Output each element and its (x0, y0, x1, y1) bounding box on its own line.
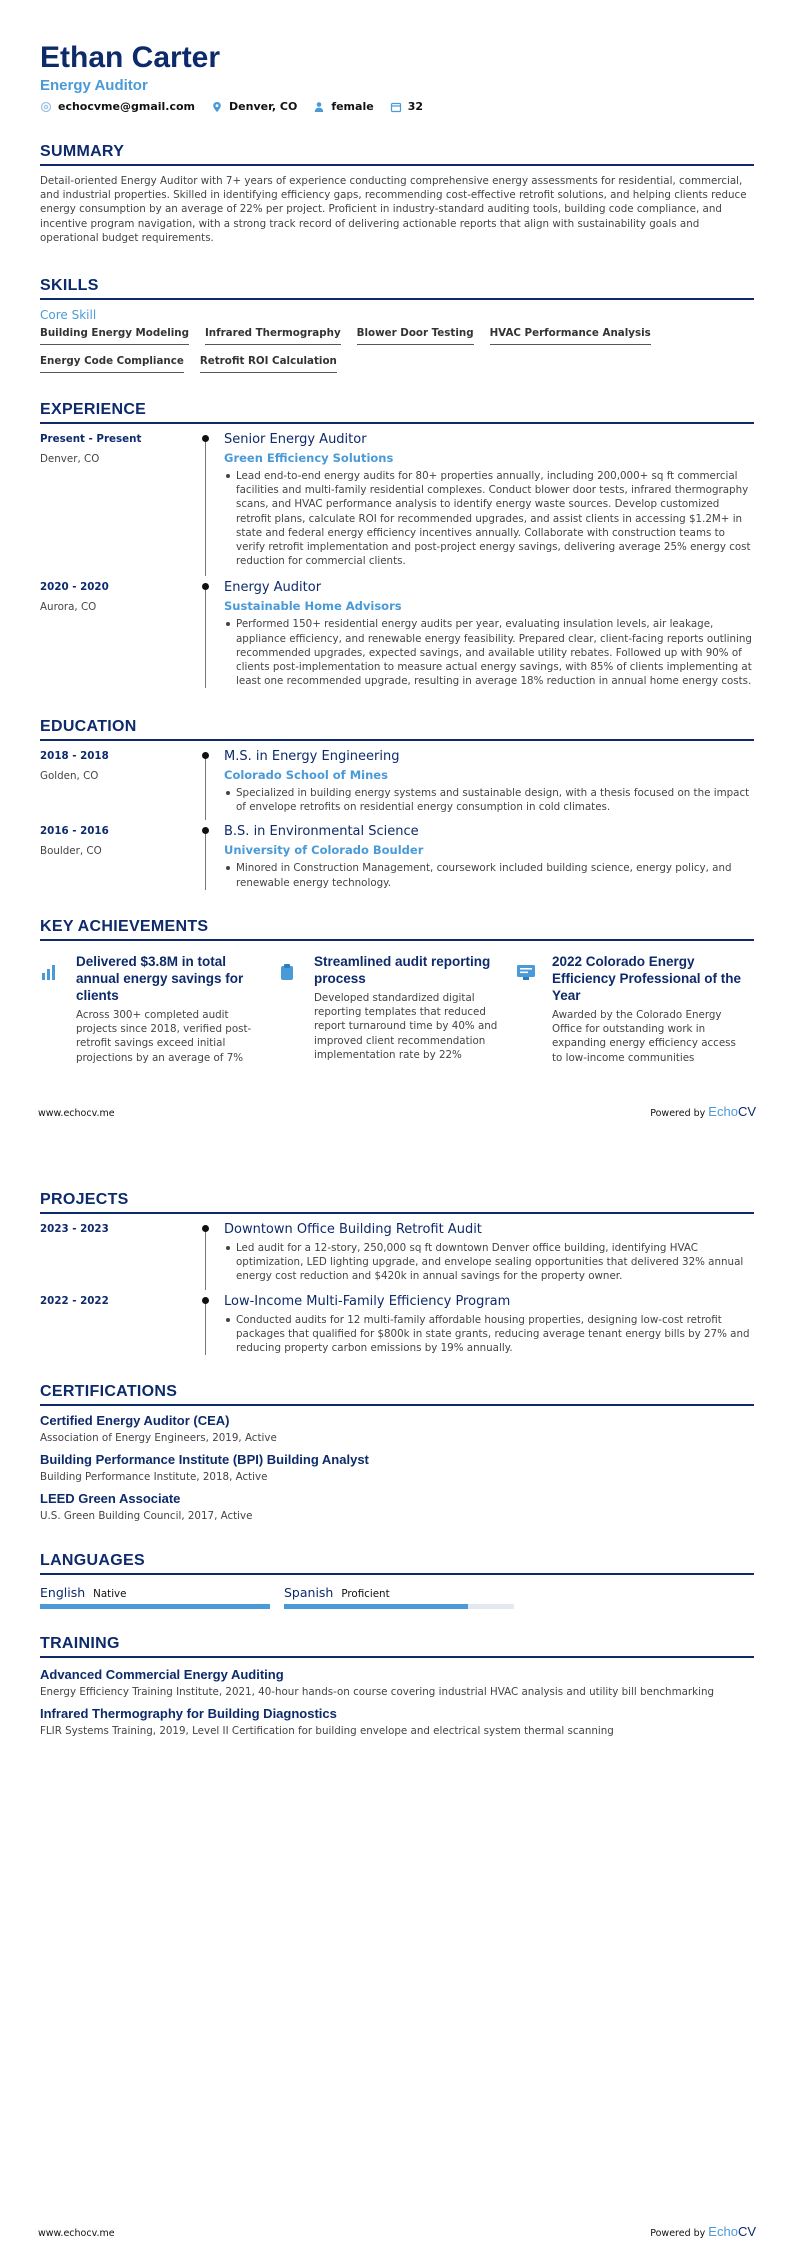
experience-entry (40, 432, 754, 576)
language-name: English (40, 1585, 86, 1600)
map-pin-icon (211, 101, 223, 113)
skill-tag: Energy Code Compliance (40, 355, 184, 373)
achievement-card (516, 953, 754, 1065)
training-section (40, 1634, 754, 1744)
email-text: echocvme@gmail.com (58, 100, 196, 113)
resume-page-2 (0, 1123, 794, 2246)
summary-text: Detail-oriented Energy Auditor with 7+ years of experience conducting comprehensive energy assessments for residential, commercial, and industrial properties. Skilled in identifying efficiency gaps, recommending cost-effective retrofit solutions, and helping clients reduce energy consumption by an average of 22% per project. Proficient in industry-standard auditing tools, building code compliance, and incentive program navigation, with a strong track record of delivering actionable reports that align with sustainability goals and operational budget requirements. (40, 175, 747, 244)
timeline-dot (202, 435, 209, 442)
achievement-title: Delivered $3.8M in total annual energy savings for clients (76, 954, 244, 1003)
summary-heading: SUMMARY (40, 142, 754, 166)
language-level: Native (93, 1588, 127, 1600)
certification-info: Building Performance Institute, 2018, Active (40, 1471, 268, 1483)
projects-heading: PROJECTS (40, 1190, 754, 1214)
achievement-title: 2022 Colorado Energy Efficiency Professional of the Year (552, 954, 742, 1003)
achievement-description: Developed standardized digital reporting templates that reduced report turnaround time by 40% and improved client recommendation implementation rate by 22% (314, 992, 498, 1061)
certification-info: U.S. Green Building Council, 2017, Active (40, 1510, 253, 1522)
entry-bullet: Minored in Construction Management, coursework included building science, energy policy, and renewable energy technology. (224, 861, 754, 889)
candidate-name: Ethan Carter (40, 41, 221, 74)
education-section (40, 717, 754, 890)
brand-part-b: CV (737, 2224, 756, 2239)
skills-heading: SKILLS (40, 276, 754, 300)
entry-title: Senior Energy Auditor (224, 432, 367, 447)
entry-organization: University of Colorado Boulder (224, 843, 424, 858)
training-info: Energy Efficiency Training Institute, 2021, 40-hour hands-on course covering industrial HVAC analysis and utility bill benchmarking (40, 1686, 715, 1698)
language-bar (40, 1604, 270, 1609)
education-entry (40, 749, 754, 820)
experience-entry (40, 580, 754, 688)
entry-title: Low-Income Multi-Family Efficiency Program (224, 1293, 511, 1309)
footer-site[interactable]: www.echocv.me (38, 2228, 115, 2239)
entry-organization: Sustainable Home Advisors (224, 599, 402, 614)
contact-gender (313, 100, 373, 113)
entry-organization: Green Efficiency Solutions (224, 451, 394, 465)
language-item (284, 1585, 514, 1609)
entry-bullet: Conducted audits for 12 multi-family affordable housing properties, designing low-cost retrofit packages that qualified for $800k in state grants, reducing average tenant energy bills by 27% and reducing property carbon emissions by 19% annually. (224, 1313, 754, 1356)
projects-section (40, 1190, 754, 1355)
certifications-heading: CERTIFICATIONS (40, 1382, 754, 1406)
certification-name: LEED Green Associate (40, 1491, 181, 1506)
skill-tag: HVAC Performance Analysis (490, 327, 651, 345)
skill-tag: Retrofit ROI Calculation (200, 355, 337, 373)
certifications-section (40, 1382, 754, 1529)
language-name: Spanish (284, 1585, 334, 1600)
project-entry (40, 1222, 754, 1290)
brand-part-a: Echo (708, 1104, 738, 1119)
brand-part-b: CV (737, 1104, 756, 1119)
entry-location: Aurora, CO (40, 601, 97, 614)
achievement-description: Across 300+ completed audit projects since 2018, verified post-retrofit savings exceed initial projections by an average of 7% (76, 1009, 252, 1064)
person-icon (313, 101, 325, 113)
entry-bullet: Performed 150+ residential energy audits per year, evaluating insulation levels, air leakage, appliance efficiency, and renewable energy feasibility. Prepared clear, client-facing reports outlining recommended upgrades, expected savings, and available utility rebates. Followed up with 90% of clients post-implementation to measure actual energy savings, with 85% of clients implementing at least one recommended upgrade, resulting in average 18% reduction in annual home energy costs. (224, 617, 754, 688)
timeline-line (205, 832, 206, 889)
entry-title: B.S. in Environmental Science (224, 824, 419, 840)
timeline-line (205, 440, 206, 576)
language-bar (284, 1604, 514, 1609)
entry-location: Golden, CO (40, 770, 99, 782)
location-text: Denver, CO (229, 100, 298, 113)
language-item (40, 1585, 270, 1609)
training-name: Advanced Commercial Energy Auditing (40, 1667, 284, 1682)
entry-date: 2023 - 2023 (40, 1223, 109, 1235)
brand-part-a: Echo (708, 2224, 738, 2239)
achievement-card (40, 953, 278, 1065)
languages-list (40, 1585, 754, 1609)
achievement-card (278, 953, 516, 1065)
gender-text: female (331, 100, 374, 113)
skills-list (40, 327, 754, 383)
skill-tag: Blower Door Testing (357, 327, 474, 345)
language-bar-fill (40, 1604, 270, 1609)
summary-section (40, 142, 754, 245)
language-bar-fill (284, 1604, 468, 1609)
skills-section (40, 276, 754, 383)
experience-section (40, 400, 754, 688)
certification-name: Certified Energy Auditor (CEA) (40, 1413, 230, 1428)
footer-powered (650, 2224, 756, 2239)
languages-heading: LANGUAGES (40, 1551, 754, 1575)
timeline-line (205, 588, 206, 688)
calendar-icon (390, 101, 402, 113)
experience-heading: EXPERIENCE (40, 400, 754, 424)
contact-age (390, 100, 423, 113)
contact-location (211, 100, 297, 113)
training-name: Infrared Thermography for Building Diagnostics (40, 1706, 337, 1721)
certification-info: Association of Energy Engineers, 2019, Active (40, 1432, 277, 1444)
entry-date: 2022 - 2022 (40, 1294, 109, 1307)
clipboard-icon (278, 953, 304, 1065)
languages-section (40, 1551, 754, 1609)
achievements-section (40, 917, 754, 1065)
skill-tag: Infrared Thermography (205, 327, 341, 345)
page-footer (38, 1104, 756, 1119)
training-info: FLIR Systems Training, 2019, Level II Certification for building envelope and electrical system thermal scanning (40, 1725, 614, 1737)
entry-organization: Colorado School of Mines (224, 768, 388, 782)
entry-bullet: Led audit for a 12-story, 250,000 sq ft downtown Denver office building, identifying HVAC optimization, LED lighting upgrade, and envelope sealing opportunities that delivered 32% annual energy cost reduction and $420k in annual savings for the property owner. (224, 1241, 754, 1284)
entry-title: Downtown Office Building Retrofit Audit (224, 1222, 482, 1237)
education-entry (40, 824, 754, 889)
candidate-role: Energy Auditor (40, 77, 148, 94)
timeline-line (205, 1302, 206, 1356)
entry-bullet: Lead end-to-end energy audits for 80+ properties annually, including 200,000+ sq ft commercial facilities and multi-family residential complexes. Conduct blower door tests, infrared thermography scans, and HVAC performance analysis to identify energy waste sources. Develop customized retrofit plans, calculate ROI for recommended upgrades, and assist clients in accessing $1.2M+ in state and federal energy efficiency incentives annually. Collaborate with construction teams to verify retrofit implementation and post-project energy savings, delivering average 25% energy cost reduction for commercial clients. (224, 469, 754, 568)
entry-location: Boulder, CO (40, 845, 102, 858)
entry-title: Energy Auditor (224, 580, 322, 596)
entry-date: 2018 - 2018 (40, 750, 109, 762)
footer-powered (650, 1104, 756, 1119)
timeline-line (205, 1230, 206, 1290)
education-heading: EDUCATION (40, 717, 754, 741)
timeline-dot (202, 1297, 209, 1304)
achievement-description: Awarded by the Colorado Energy Office for outstanding work in expanding energy efficiency access to low-income communities (552, 1009, 736, 1064)
powered-by-text: Powered by (650, 2228, 706, 2239)
achievements-heading: KEY ACHIEVEMENTS (40, 917, 754, 941)
timeline-dot (202, 752, 209, 759)
at-sign-icon (40, 101, 52, 113)
training-heading: TRAINING (40, 1634, 754, 1658)
timeline-line (205, 757, 206, 820)
achievements-grid (40, 953, 754, 1065)
skills-subtitle: Core Skill (40, 308, 97, 322)
contact-email (40, 100, 195, 113)
entry-date: 2020 - 2020 (40, 581, 109, 594)
timeline-dot (202, 1225, 209, 1232)
entry-date: Present - Present (40, 433, 142, 445)
achievement-title: Streamlined audit reporting process (314, 954, 491, 986)
project-entry (40, 1294, 754, 1356)
bar-chart-icon (40, 953, 66, 1065)
echocv-logo[interactable] (708, 2224, 756, 2239)
echocv-logo[interactable] (708, 1104, 756, 1119)
language-level: Proficient (341, 1588, 390, 1600)
age-text: 32 (407, 100, 423, 113)
certificate-icon (516, 953, 542, 1065)
certification-name: Building Performance Institute (BPI) Building Analyst (40, 1452, 369, 1467)
entry-title: M.S. in Energy Engineering (224, 749, 400, 764)
entry-bullet: Specialized in building energy systems and sustainable design, with a thesis focused on the impact of envelope retrofits on residential energy consumption in cold climates. (224, 786, 754, 814)
powered-by-text: Powered by (650, 1108, 706, 1119)
contact-row (40, 100, 754, 113)
footer-site[interactable]: www.echocv.me (38, 1108, 115, 1119)
page-footer (38, 2224, 756, 2239)
entry-date: 2016 - 2016 (40, 825, 109, 838)
resume-header (40, 40, 754, 113)
skill-tag: Building Energy Modeling (40, 327, 189, 345)
entry-location: Denver, CO (40, 453, 100, 465)
